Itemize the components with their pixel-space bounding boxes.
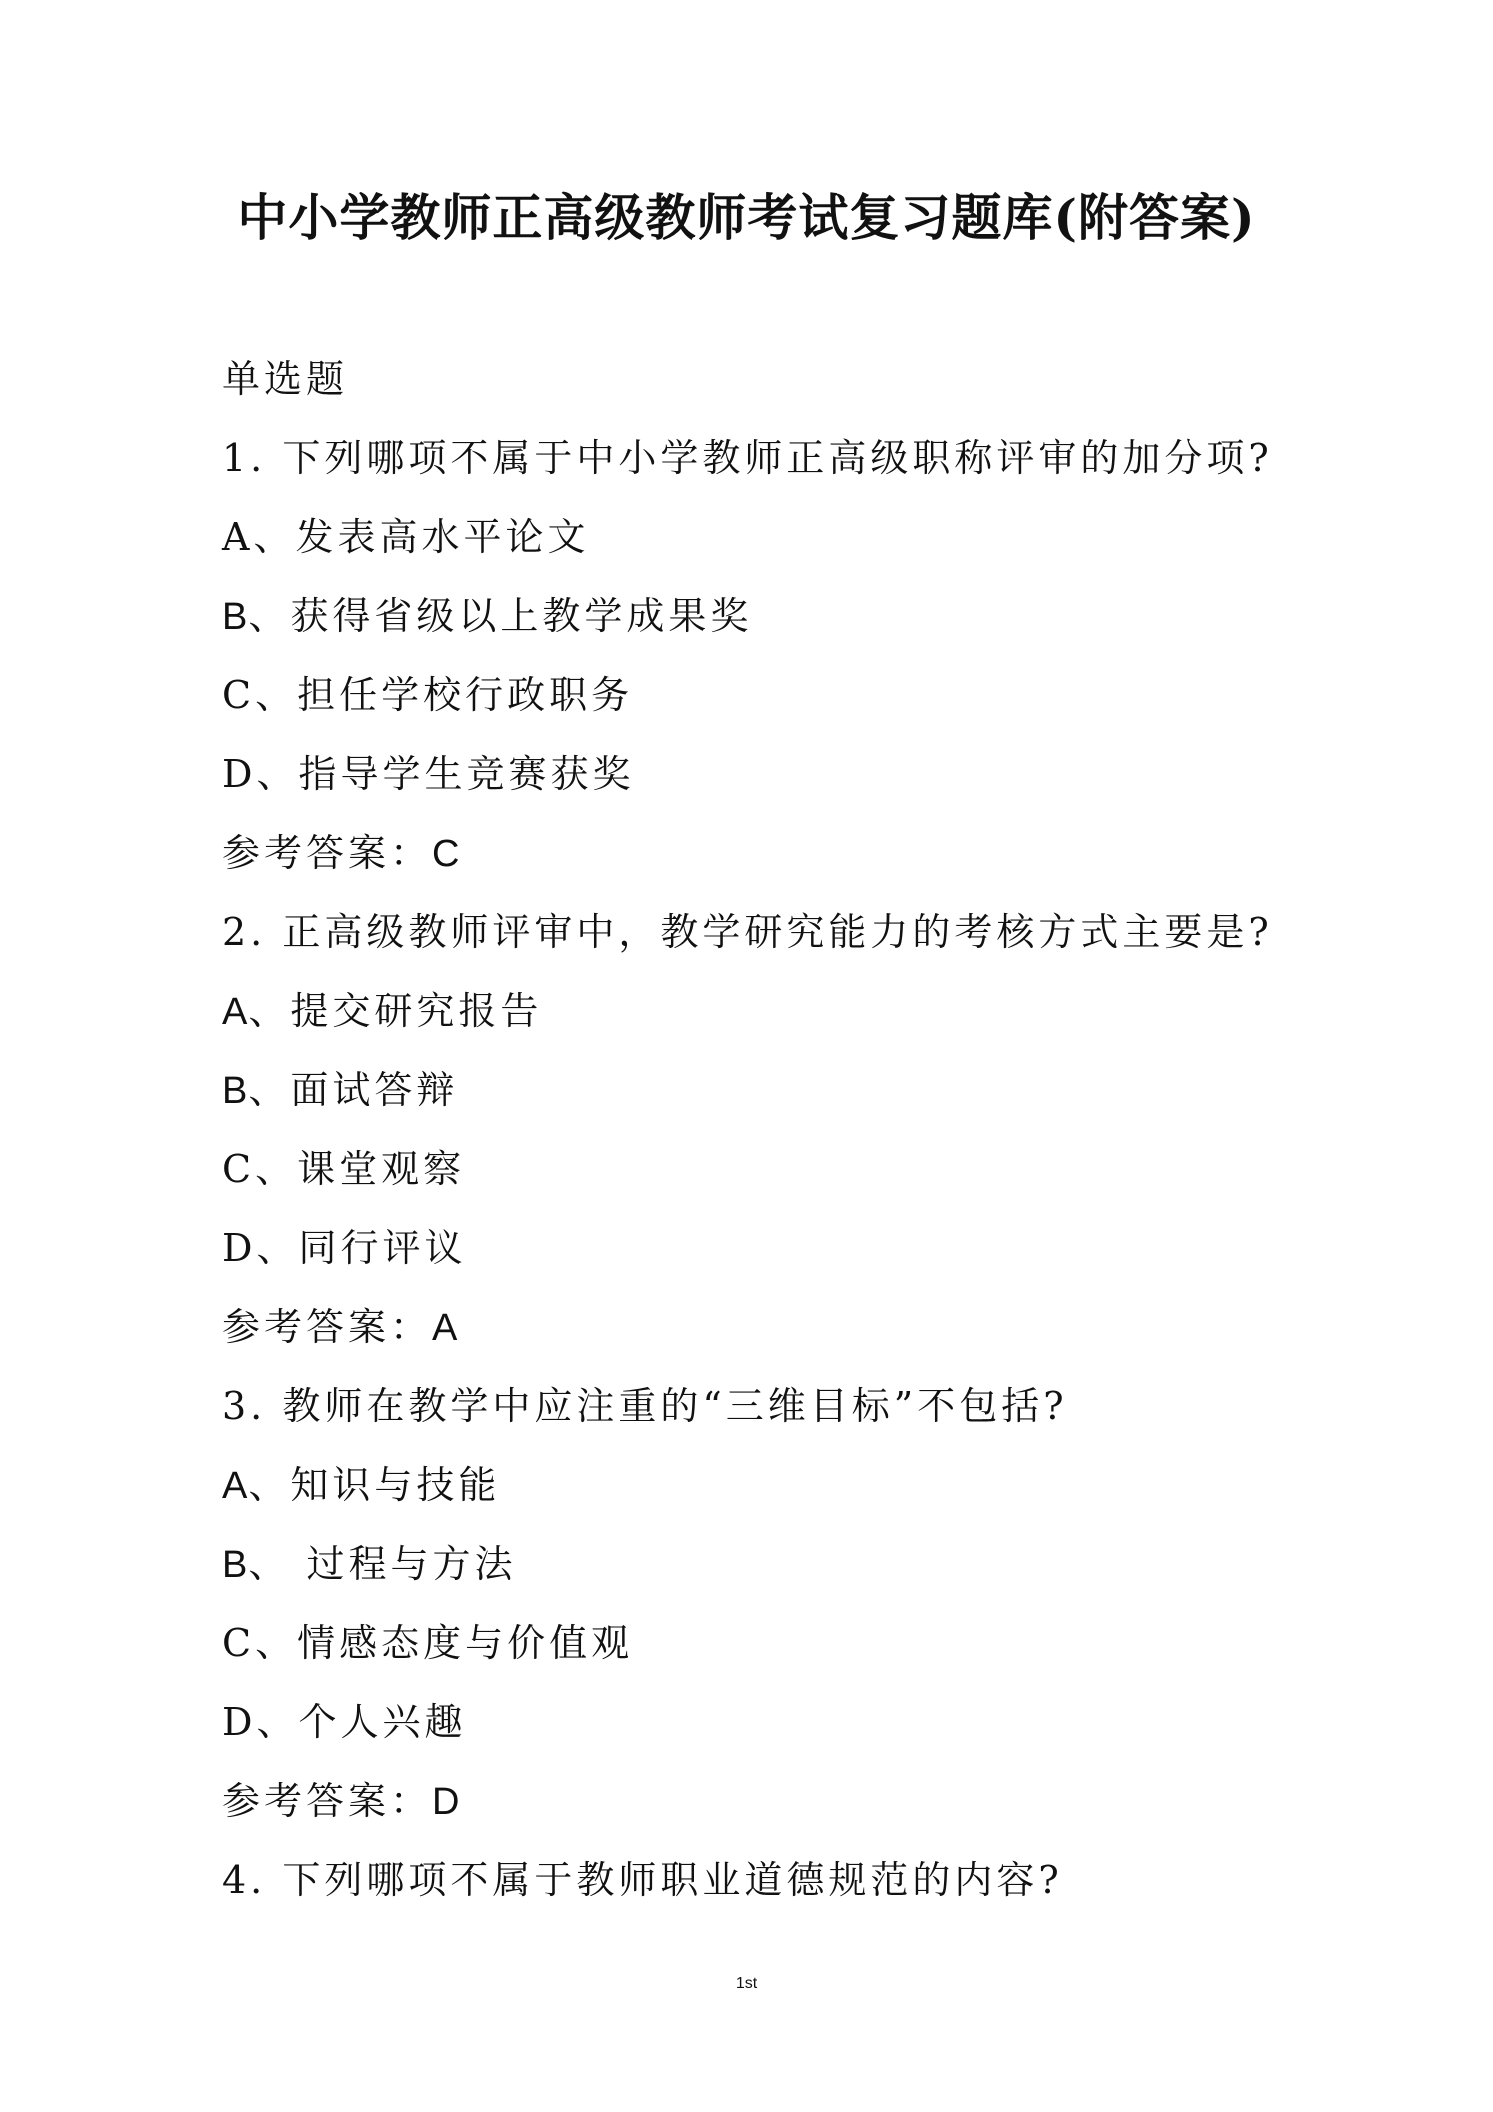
option-separator: 、 bbox=[248, 594, 291, 638]
answer-line bbox=[222, 814, 1322, 893]
option-separator: 、 bbox=[248, 1463, 291, 1507]
option-text: 提交研究报告 bbox=[290, 989, 543, 1033]
option-separator: 、 bbox=[248, 1542, 307, 1586]
question-stem: 1. 下列哪项不属于中小学教师正高级职称评审的加分项? bbox=[222, 436, 1273, 480]
option-text: 指导学生竞赛获奖 bbox=[298, 752, 635, 796]
option-key: B bbox=[222, 1544, 249, 1586]
question-stem: 2. 正高级教师评审中，教学研究能力的考核方式主要是? bbox=[222, 910, 1273, 954]
option-separator: 、 bbox=[253, 515, 296, 559]
option-key: D bbox=[222, 752, 257, 796]
question-block bbox=[222, 1841, 1322, 1920]
option-separator: 、 bbox=[255, 673, 298, 717]
answer-label: 参考答案： bbox=[222, 1779, 433, 1823]
document-title: 中小学教师正高级教师考试复习题库(附答案) bbox=[237, 188, 1256, 247]
answer-label: 参考答案： bbox=[222, 1305, 433, 1349]
answer-value: C bbox=[432, 833, 461, 875]
option-separator: 、 bbox=[255, 1147, 298, 1191]
option-key: C bbox=[222, 1621, 256, 1665]
option-line bbox=[222, 1525, 1322, 1604]
option-line bbox=[222, 498, 1322, 577]
option-text: 知识与技能 bbox=[290, 1463, 501, 1507]
option-key: A bbox=[222, 991, 249, 1033]
question-list bbox=[222, 340, 1322, 1920]
question-block bbox=[222, 1367, 1322, 1841]
option-key: A bbox=[222, 515, 254, 559]
option-line bbox=[222, 972, 1322, 1051]
option-line bbox=[222, 1130, 1322, 1209]
option-key: A bbox=[222, 1465, 249, 1507]
option-separator: 、 bbox=[248, 989, 291, 1033]
question-block bbox=[222, 893, 1322, 1367]
option-key: D bbox=[222, 1700, 257, 1744]
question-block bbox=[222, 419, 1322, 893]
answer-label: 参考答案： bbox=[222, 831, 433, 875]
option-separator: 、 bbox=[248, 1068, 291, 1112]
option-text: 情感态度与价值观 bbox=[297, 1621, 634, 1665]
question-stem: 3. 教师在教学中应注重的“三维目标”不包括? bbox=[222, 1384, 1068, 1428]
option-text: 课堂观察 bbox=[297, 1147, 466, 1191]
answer-value: D bbox=[432, 1781, 461, 1823]
question-stem: 4. 下列哪项不属于教师职业道德规范的内容? bbox=[222, 1858, 1063, 1902]
section-heading: 单选题 bbox=[222, 357, 349, 401]
option-text: 过程与方法 bbox=[306, 1542, 517, 1586]
option-text: 发表高水平论文 bbox=[295, 515, 590, 559]
option-text: 面试答辩 bbox=[290, 1068, 459, 1112]
option-separator: 、 bbox=[256, 1700, 299, 1744]
answer-line bbox=[222, 1762, 1322, 1841]
option-key: B bbox=[222, 1070, 249, 1112]
option-line bbox=[222, 1051, 1322, 1130]
option-key: C bbox=[222, 1147, 256, 1191]
option-line bbox=[222, 1446, 1322, 1525]
option-line bbox=[222, 1683, 1322, 1762]
answer-value: A bbox=[432, 1307, 459, 1349]
option-line bbox=[222, 577, 1322, 656]
option-text: 获得省级以上教学成果奖 bbox=[290, 594, 753, 638]
option-line bbox=[222, 735, 1322, 814]
option-separator: 、 bbox=[256, 1226, 299, 1270]
option-text: 同行评议 bbox=[298, 1226, 467, 1270]
option-text: 个人兴趣 bbox=[298, 1700, 467, 1744]
option-line bbox=[222, 1209, 1322, 1288]
option-text: 担任学校行政职务 bbox=[297, 673, 634, 717]
page-number: 1st bbox=[735, 1975, 758, 1992]
option-line bbox=[222, 1604, 1322, 1683]
answer-line bbox=[222, 1288, 1322, 1367]
option-separator: 、 bbox=[255, 1621, 298, 1665]
option-key: B bbox=[222, 596, 249, 638]
option-key: D bbox=[222, 1226, 257, 1270]
option-separator: 、 bbox=[256, 752, 299, 796]
option-line bbox=[222, 656, 1322, 735]
option-key: C bbox=[222, 673, 256, 717]
